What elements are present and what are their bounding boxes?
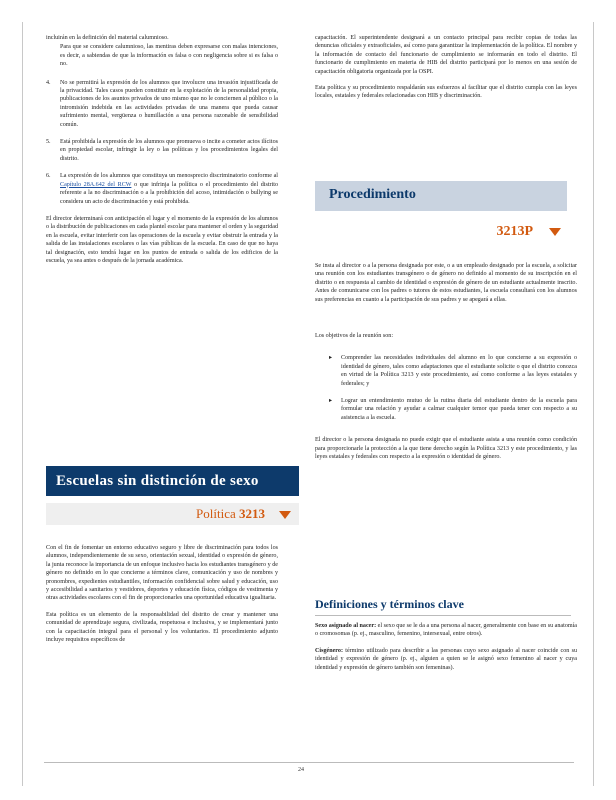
section-title: Escuelas sin distinción de sexo: [56, 473, 259, 489]
procedure-title: Procedimiento: [329, 187, 416, 202]
left-column: [46, 34, 278, 273]
numbered-item: 5. Está prohibida la expresión de los alumnos que promueva o incite a cometer actos ilícitos en propiedad escolar, infringir la ley o las políticas y los procedimientos legales del distrito.: [46, 139, 278, 162]
divider: [315, 615, 571, 616]
definitions: [315, 622, 577, 680]
procedure-code-bar: [315, 222, 567, 244]
definition-term: Cisgénero:: [315, 647, 343, 654]
right-column: [315, 34, 577, 109]
triangle-down-icon: [279, 511, 291, 519]
policy-label: Política: [196, 506, 236, 521]
procedure-title-bar: [315, 181, 567, 211]
paragraph: Para que se considere calumnioso, las mentiras deben expresarse con malas intenciones, es decir, a sabiendas de que la información es falsa o con negligencia sobre si es falsa o no.: [60, 44, 278, 68]
paragraph: incluirán en la definición del material calumnioso.: [46, 35, 169, 41]
paragraph: Con el fin de fomentar un entorno educativo seguro y libre de discriminación para todos los alumnos, independientemente de su sexo, orientación sexual, identidad o expresión de género, la junta reconoce la importancia de un enfoque inclusivo hacia los estudiantes transgénero y de género no definido en lo que concierne a términos clave, comunicación y uso de nombres y pronombres, expedientes estudiantiles, información confidencial sobre salud y educación, uso y accesibilidad a sanitarios y vestidores, deportes y educación física, códigos de vestimenta y otras actividades escolares con el fin de proporcionarles una oportunidad educativa igualitaria.: [46, 545, 278, 602]
paragraph: Los objetivos de la reunión son:: [315, 333, 394, 340]
definitions-heading: Definiciones y términos clave: [315, 597, 464, 611]
left-column-lower: [46, 544, 278, 652]
definition: Cisgénero: término utilizado para describir a las personas cuyo sexo asignado al nacer coincide con su identidad y expresión de género (p. ej., alguien a quien se le asignó sexo femenino al nacer y cuya identidad y expresión de género también son femeninas).: [315, 647, 577, 671]
policy-code: 3213: [239, 506, 265, 521]
numbered-item-text: Está prohibida la expresión de los alumnos que promueva o incite a cometer actos ilícitos en propiedad escolar, infringir la ley o las políticas y los procedimientos legales del distrito.: [60, 139, 278, 162]
bullet-icon: ▸: [329, 398, 333, 405]
paragraph: El director o la persona designada no puede exigir que el estudiante asista a una reunión como condición para proporcionarle la protección a la que tiene derecho según la Política 3213 y este procedimiento, y las leyes estatales y federales con respecto a la expresión o identidad de género.: [315, 437, 577, 461]
bullet-item: ▸ Comprender las necesidades individuales del alumno en lo que concierne a su expresión o identidad de género, tales como adaptaciones que el estudiante solicite o que el distrito conozca en virtud de la Política 3213 y este procedimiento, así como conforme a las leyes estatales y federales; y: [329, 355, 577, 387]
numbered-item: 4. No se permitirá la expresión de los alumnos que involucre una invasión injustificada de la privacidad. Tales casos pueden constituir en la explotación de la personalidad propia, publicaciones de los asuntos privados de uno mismo que no le conciernen al público o la intromisión indebida en las actividades privadas de una manera que pueda causar sufrimiento mental, vergüenza o humillación a una persona razonable de sensibilidad común.: [46, 79, 278, 128]
right-column-middle: [315, 262, 577, 470]
bullet-item: ▸ Lograr un entendimiento mutuo de la rutina diaria del estudiante dentro de la escuela para formular una relación y ayudar a calmar cualquier temor que pueda tener con respecto a su asistencia a la escuela.: [329, 398, 577, 421]
numbered-item: 6. La expresión de los alumnos que constituya un menosprecio discriminatorio conforme al Capítulo 28A.642 del RCW o que infrinja la política o el procedimiento del distrito referente a la no discriminación o a la prohibición del acoso, intimidación o bullying se considera un acto de discriminación y está prohibida.: [46, 173, 278, 205]
procedure-code: 3213P: [496, 224, 533, 239]
paragraph: Esta política es un elemento de la responsabilidad del distrito de crear y mantener una comunidad de aprendizaje segura, civilizada, respetuosa e inclusiva, y se implementará junto con la capacitación integral para el personal y los voluntarios. El procedimiento adjunto incluye requisitos específicos de: [46, 611, 278, 644]
paragraph: Se insta al director o a la persona designada por este, o a un empleado designado por la escuela, a solicitar una reunión con los estudiantes transgénero o de género no definido al momento de su inscripción en el distrito o en respuesta al cambio de identidad o expresión de género de un estudiante actualmente inscrito. Antes de comunicarse con los padres o tutores de estos estudiantes, la escuela consultará con los alumnos sus preferencias en cuanto a la participación de sus padres y se apegará a ellas.: [315, 263, 577, 303]
policy-label-bar: [46, 503, 299, 525]
definition-term: Sexo asignado al nacer:: [315, 623, 377, 629]
paragraph: Esta política y su procedimiento respaldarán sus esfuerzos al facilitar que el distrito cumpla con las leyes locales, estatales y federales relacionadas con HIB y discriminación.: [315, 85, 577, 100]
definition: Sexo asignado al nacer: el sexo que se le da a una persona al nacer, generalmente con base en su anatomía o cromosomas (p. ej., masculino, femenino, intersexual, entre otros).: [315, 623, 578, 638]
divider: [44, 762, 574, 763]
paragraph: El director determinará con anticipación el lugar y el momento de la expresión de los alumnos o la distribución de publicaciones en cada plantel escolar para mantener el orden y la seguridad en la escuela, evitar interferir con las operaciones de la escuela y evitar obstruir la entrada y la salida de las instalaciones escolares o las vías públicas de la escuela. En caso de que no haya tal designación, esto tendrá lugar en los puntos de entrada o salida de los edificios de la escuela, ya sea antes o después de la jornada académica.: [46, 215, 278, 264]
paragraph: capacitación. El superintendente designará a un contacto principal para recibir copias de todas las denuncias oficiales y extraoficiales, así como para garantizar la implementación de la política. El nombre y la información de contacto del funcionario de cumplimiento se informarán en todo el distrito. El funcionario de cumplimiento en materia de HIB del distrito participará por lo menos en una sesión de capacitación obligatoria organizada por la OSPI.: [315, 35, 577, 75]
numbered-item-text: No se permitirá la expresión de los alumnos que involucre una invasión injustificada de la privacidad. Tales casos pueden constituir en la explotación de la personalidad propia, publicaciones de los asuntos privados de uno mismo que no le conciernen al público o la intromisión indebida en las actividades privadas de una manera que pueda causar sufrimiento mental, vergüenza o humillación a una persona razonable de sensibilidad común.: [60, 79, 278, 128]
page-number: 24: [298, 767, 304, 773]
rcw-link[interactable]: Capítulo 28A.642 del RCW: [60, 181, 132, 188]
triangle-down-icon: [549, 228, 561, 236]
bullet-icon: ▸: [329, 355, 333, 362]
section-title-bar: [46, 466, 299, 496]
